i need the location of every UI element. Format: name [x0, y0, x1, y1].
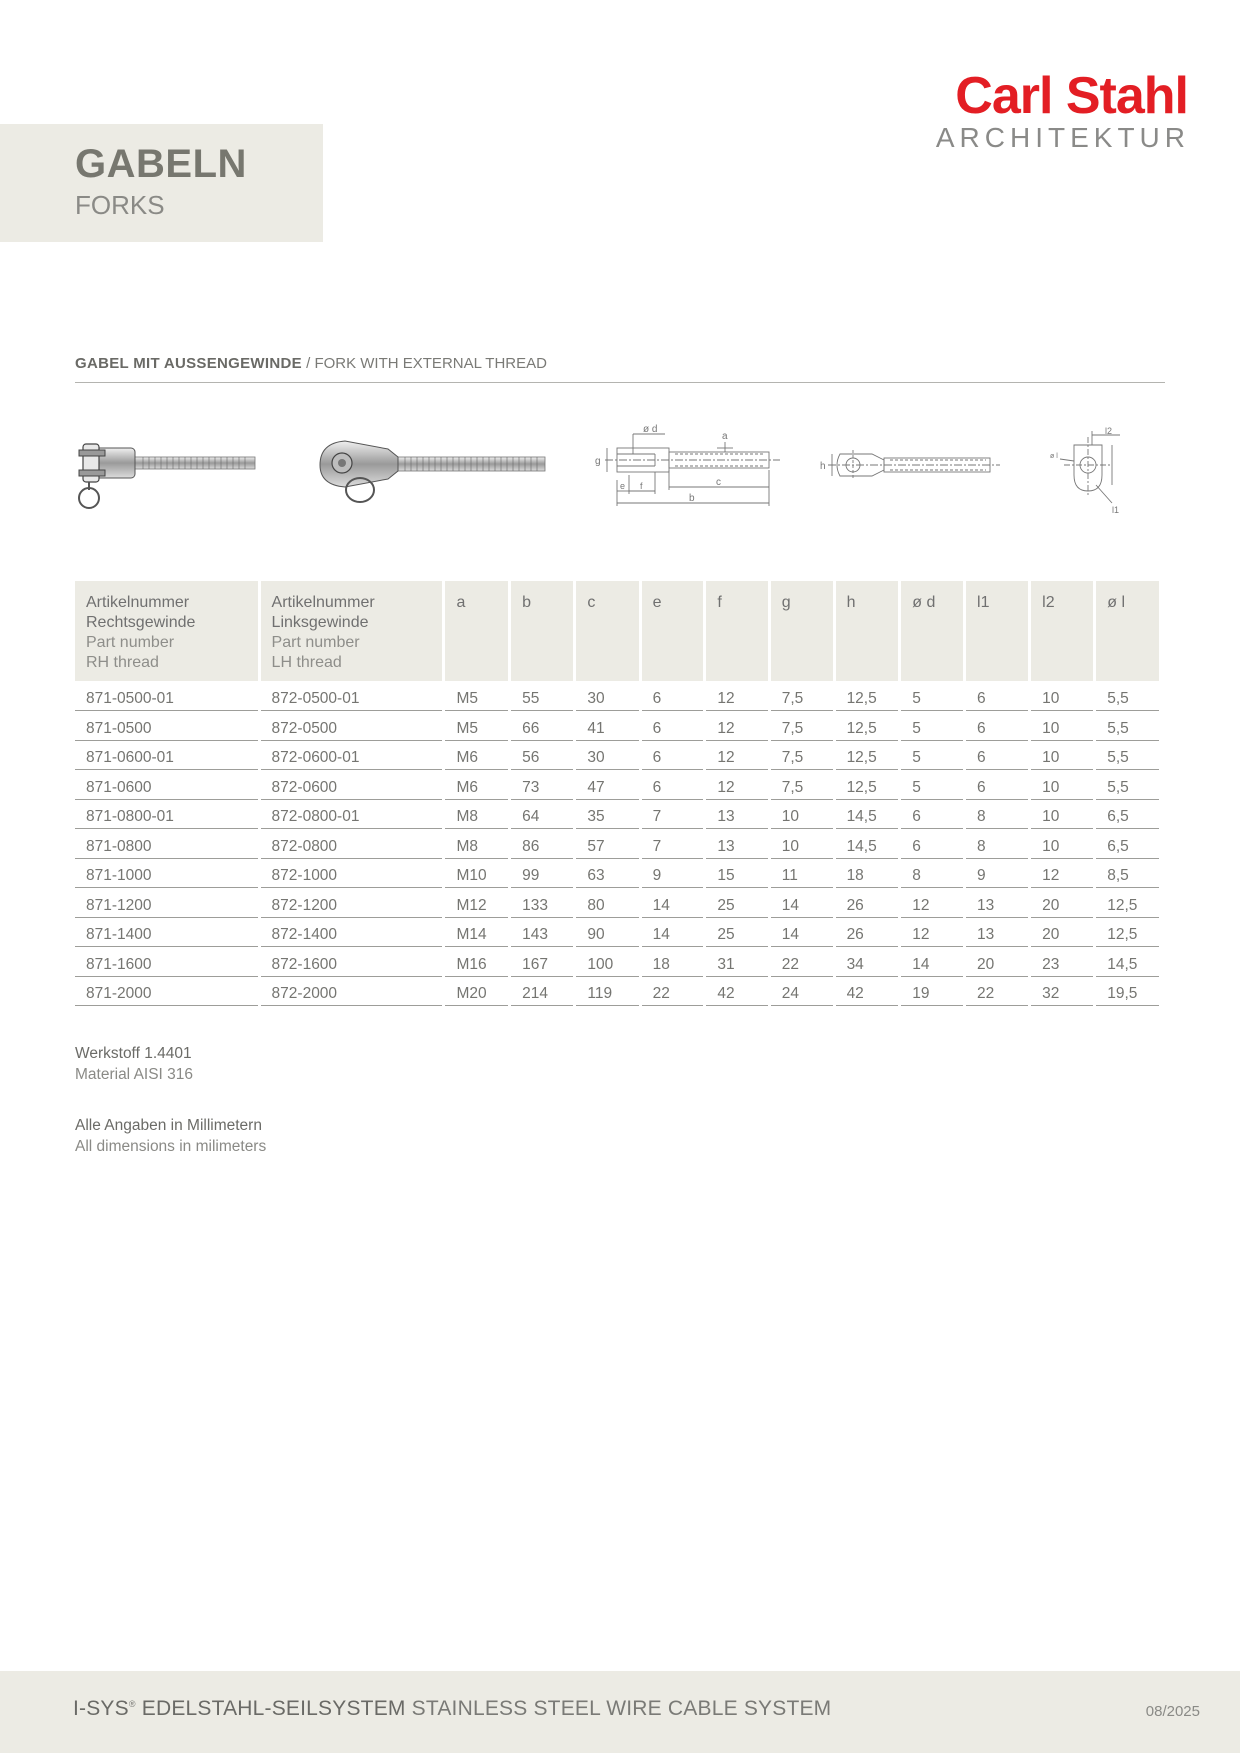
col-header-c: c: [576, 581, 638, 681]
table-cell: 871-0800-01: [75, 800, 258, 830]
dim-label-a: a: [722, 431, 728, 442]
material-note: Werkstoff 1.4401 Material AISI 316: [75, 1045, 194, 1083]
table-header-row: [75, 581, 1159, 681]
table-cell: M8: [445, 800, 508, 830]
dim-label-c: c: [716, 477, 721, 488]
table-cell: 12: [1031, 859, 1093, 889]
table-cell: 9: [642, 859, 704, 889]
notes: [75, 1043, 266, 1187]
table-cell: 872-1000: [261, 859, 443, 889]
table-cell: 6: [642, 770, 704, 800]
table-cell: 872-0600: [261, 770, 443, 800]
table-cell: 872-2000: [261, 977, 443, 1007]
table-cell: 119: [576, 977, 638, 1007]
brand-logo: [935, 67, 1190, 153]
table-cell: 6: [966, 770, 1028, 800]
table-cell: 26: [836, 918, 899, 948]
table-cell: 871-0500-01: [75, 681, 258, 711]
table-row: [75, 770, 1159, 800]
table-cell: 872-0800: [261, 829, 443, 859]
table-cell: 143: [511, 918, 573, 948]
section-heading: [75, 355, 1165, 383]
page-title: GABELN: [75, 142, 247, 186]
table-cell: 35: [576, 800, 638, 830]
col-header-l2: l2: [1031, 581, 1093, 681]
table-cell: 12,5: [1096, 918, 1159, 948]
table-cell: 6: [966, 681, 1028, 711]
dimensions-note: Alle Angaben in Millimetern All dimensions in milimeters: [75, 1117, 267, 1155]
table-cell: 871-1400: [75, 918, 258, 948]
table-cell: 20: [1031, 888, 1093, 918]
page-subtitle: FORKS: [75, 190, 165, 220]
table-cell: 12,5: [836, 770, 899, 800]
table-cell: 14: [771, 888, 833, 918]
table-cell: 22: [966, 977, 1028, 1007]
table-cell: 14,5: [1096, 947, 1159, 977]
table-cell: 42: [836, 977, 899, 1007]
table-cell: 7: [642, 800, 704, 830]
col-header-h: h: [836, 581, 899, 681]
table-cell: 55: [511, 681, 573, 711]
table-cell: 872-0600-01: [261, 741, 443, 771]
table-cell: 56: [511, 741, 573, 771]
product-images: [75, 420, 1165, 530]
table-cell: 18: [642, 947, 704, 977]
table-cell: 86: [511, 829, 573, 859]
table-cell: M5: [445, 681, 508, 711]
footer-reg: ®: [128, 1699, 136, 1709]
table-cell: 18: [836, 859, 899, 889]
footer-title-de: EDELSTAHL-SEILSYSTEM: [141, 1697, 406, 1720]
table-row: [75, 888, 1159, 918]
table-cell: 871-1000: [75, 859, 258, 889]
table-cell: M14: [445, 918, 508, 948]
table-cell: 214: [511, 977, 573, 1007]
table-cell: 23: [1031, 947, 1093, 977]
table-cell: 20: [1031, 918, 1093, 948]
table-cell: 5: [901, 741, 963, 771]
dim-label-g: g: [595, 456, 601, 467]
table-cell: 20: [966, 947, 1028, 977]
table-cell: 8: [966, 829, 1028, 859]
page-title-box: [0, 124, 323, 242]
table-cell: 872-0500-01: [261, 681, 443, 711]
table-cell: 12,5: [1096, 888, 1159, 918]
col-header-a: a: [445, 581, 508, 681]
table-cell: 7,5: [771, 711, 833, 741]
table-cell: 871-2000: [75, 977, 258, 1007]
table-cell: 10: [1031, 829, 1093, 859]
table-cell: 47: [576, 770, 638, 800]
table-cell: 41: [576, 711, 638, 741]
specification-table: [72, 581, 1162, 1006]
table-cell: 99: [511, 859, 573, 889]
table-cell: 871-1200: [75, 888, 258, 918]
table-cell: 10: [771, 800, 833, 830]
table-cell: M6: [445, 741, 508, 771]
table-cell: M8: [445, 829, 508, 859]
col-header-g: g: [771, 581, 833, 681]
table-cell: 12: [706, 741, 767, 771]
table-cell: 12: [901, 888, 963, 918]
table-cell: 12: [706, 711, 767, 741]
dim-label-f: f: [640, 481, 643, 491]
table-cell: 57: [576, 829, 638, 859]
col-header-lh: Artikelnummer Linksgewinde Part number LH thread: [261, 581, 443, 681]
dim-label-h: h: [820, 461, 826, 472]
table-cell: 14,5: [836, 829, 899, 859]
brand-name: Carl Stahl: [955, 67, 1188, 125]
table-cell: 13: [966, 918, 1028, 948]
table-cell: 871-1600: [75, 947, 258, 977]
table-cell: 24: [771, 977, 833, 1007]
table-cell: 13: [966, 888, 1028, 918]
table-cell: 34: [836, 947, 899, 977]
table-cell: M6: [445, 770, 508, 800]
table-cell: 7,5: [771, 741, 833, 771]
table-cell: 5: [901, 770, 963, 800]
table-row: [75, 947, 1159, 977]
table-cell: 6: [642, 741, 704, 771]
table-cell: 12,5: [836, 711, 899, 741]
table-cell: 64: [511, 800, 573, 830]
col-header-d: ø d: [901, 581, 963, 681]
table-row: [75, 977, 1159, 1007]
table-cell: 100: [576, 947, 638, 977]
dim-label-e: e: [620, 481, 626, 491]
dim-label-d: ø d: [643, 424, 658, 435]
table-cell: 80: [576, 888, 638, 918]
table-cell: 6,5: [1096, 829, 1159, 859]
col-header-rh: Artikelnummer Rechtsgewinde Part number RH thread: [75, 581, 258, 681]
table-cell: 6: [901, 829, 963, 859]
table-cell: 19,5: [1096, 977, 1159, 1007]
table-cell: 90: [576, 918, 638, 948]
table-row: [75, 800, 1159, 830]
table-cell: 30: [576, 741, 638, 771]
table-cell: 7,5: [771, 770, 833, 800]
table-cell: 15: [706, 859, 767, 889]
table-cell: 6: [901, 800, 963, 830]
table-cell: 133: [511, 888, 573, 918]
table-row: [75, 711, 1159, 741]
section-title-de: GABEL MIT AUSSENGEWINDE: [75, 355, 302, 372]
table-cell: 10: [1031, 681, 1093, 711]
dim-label-l1: l1: [1112, 505, 1120, 515]
table-cell: M12: [445, 888, 508, 918]
footer-date: 08/2025: [1145, 1703, 1200, 1720]
footer-title-en: STAINLESS STEEL WIRE CABLE SYSTEM: [411, 1697, 832, 1720]
dim-label-dl: ø l: [1050, 453, 1058, 460]
table-cell: 871-0800: [75, 829, 258, 859]
table-cell: 14,5: [836, 800, 899, 830]
table-cell: 11: [771, 859, 833, 889]
table-cell: 6: [966, 711, 1028, 741]
table-cell: 8: [901, 859, 963, 889]
table-cell: 5,5: [1096, 711, 1159, 741]
table-cell: 12,5: [836, 741, 899, 771]
table-cell: 25: [706, 888, 767, 918]
table-cell: 8,5: [1096, 859, 1159, 889]
dimension-drawing-top: [820, 440, 1020, 500]
table-cell: 42: [706, 977, 767, 1007]
table-cell: 871-0600-01: [75, 741, 258, 771]
table-cell: 12,5: [836, 681, 899, 711]
table-body: [75, 681, 1159, 1006]
table-cell: 12: [706, 770, 767, 800]
table-cell: 22: [771, 947, 833, 977]
table-cell: 25: [706, 918, 767, 948]
table-row: [75, 918, 1159, 948]
table-cell: M16: [445, 947, 508, 977]
table-cell: 6: [642, 681, 704, 711]
table-cell: 872-0500: [261, 711, 443, 741]
table-cell: 10: [1031, 770, 1093, 800]
table-cell: M10: [445, 859, 508, 889]
footer: [0, 1671, 1240, 1753]
table-cell: 872-1200: [261, 888, 443, 918]
table-cell: 73: [511, 770, 573, 800]
table-cell: M20: [445, 977, 508, 1007]
col-header-e: e: [642, 581, 704, 681]
dim-label-l2: l2: [1105, 426, 1113, 436]
table-cell: 5,5: [1096, 741, 1159, 771]
table-cell: 872-1600: [261, 947, 443, 977]
table-cell: 9: [966, 859, 1028, 889]
table-cell: 10: [1031, 741, 1093, 771]
table-cell: 66: [511, 711, 573, 741]
fork-photo-side-icon: [75, 440, 285, 520]
table-row: [75, 681, 1159, 711]
table-cell: 31: [706, 947, 767, 977]
table-cell: 19: [901, 977, 963, 1007]
table-cell: 14: [901, 947, 963, 977]
table-cell: 6: [966, 741, 1028, 771]
col-header-b: b: [511, 581, 573, 681]
section-title-en: FORK WITH EXTERNAL THREAD: [314, 355, 547, 372]
footer-brand: I-SYS: [73, 1697, 129, 1720]
brand-subtitle: ARCHITEKTUR: [935, 122, 1190, 153]
table-row: [75, 741, 1159, 771]
table-cell: 14: [642, 888, 704, 918]
col-header-l1: l1: [966, 581, 1028, 681]
table-cell: 5: [901, 681, 963, 711]
table-cell: 5,5: [1096, 681, 1159, 711]
table-cell: 6: [642, 711, 704, 741]
table-cell: 871-0600: [75, 770, 258, 800]
table-row: [75, 859, 1159, 889]
table-cell: 13: [706, 829, 767, 859]
table-cell: 13: [706, 800, 767, 830]
table-cell: 10: [1031, 711, 1093, 741]
table-cell: 5,5: [1096, 770, 1159, 800]
section-separator: /: [301, 355, 315, 372]
table-cell: 12: [706, 681, 767, 711]
col-header-f: f: [706, 581, 767, 681]
table-cell: 63: [576, 859, 638, 889]
table-cell: 5: [901, 711, 963, 741]
table-cell: 7,5: [771, 681, 833, 711]
table-cell: 30: [576, 681, 638, 711]
dimension-drawing-end: [1050, 425, 1160, 520]
table-cell: 6,5: [1096, 800, 1159, 830]
table-cell: M5: [445, 711, 508, 741]
col-header-dl: ø l: [1096, 581, 1159, 681]
table-cell: 10: [771, 829, 833, 859]
fork-photo-perspective-icon: [310, 435, 550, 515]
table-cell: 32: [1031, 977, 1093, 1007]
table-cell: 14: [771, 918, 833, 948]
table-cell: 8: [966, 800, 1028, 830]
table-cell: 7: [642, 829, 704, 859]
table-cell: 872-1400: [261, 918, 443, 948]
table-cell: 167: [511, 947, 573, 977]
table-cell: 22: [642, 977, 704, 1007]
table-cell: 872-0800-01: [261, 800, 443, 830]
table-cell: 14: [642, 918, 704, 948]
footer-title: [73, 1697, 831, 1721]
table-cell: 10: [1031, 800, 1093, 830]
table-cell: 871-0500: [75, 711, 258, 741]
dim-label-b: b: [689, 493, 695, 504]
table-cell: 12: [901, 918, 963, 948]
table-cell: 26: [836, 888, 899, 918]
dimension-drawing-side: [585, 420, 785, 515]
table-row: [75, 829, 1159, 859]
